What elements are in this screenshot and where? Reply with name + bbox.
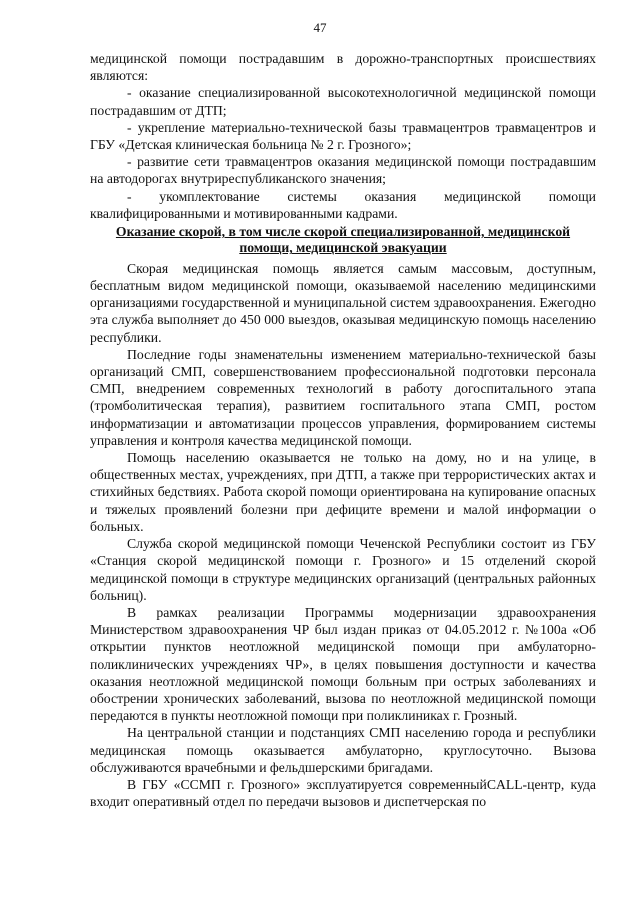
body-paragraph: Последние годы знаменательны изменением материально-технической базы организаций СМП, совершенствованием профессиональной подготовки персонала СМП, внедрением современных технологий в работу догоспитального этапа (тромболитическая терапия), развитием госпитального этапа СМП, ростом информатизации и автоматизации процессов управления, формированием системы управления и контроля качества медицинской помощи. bbox=[90, 346, 596, 448]
body-paragraph: Служба скорой медицинской помощи Чеченской Республики состоит из ГБУ «Станция скорой медицинской помощи г. Грозного» и 15 отделений скорой медицинской помощи в структуре медицинских организаций (центральных районных больниц). bbox=[90, 536, 596, 603]
body-paragraph: Помощь населению оказывается не только на дому, но и на улице, в общественных местах, учреждениях, при ДТП, а также при террористических актах и стихийных бедствиях. Работа скорой помощи ориентирована на купирование опасных и тяжелых проявлений болезни при дефиците времени и малой информации о больных. bbox=[90, 450, 596, 534]
body-paragraph: Скорая медицинская помощь является самым массовым, доступным, бесплатным видом медицинской помощи, оказываемой населению медицинскими организациями государственной и муниципальной систем здравоохранения. Ежегодно эта служба выполняет до 450 000 выездов, оказывая медицинскую помощь населению республики. bbox=[90, 260, 596, 345]
list-item: - развитие сети травмацентров оказания медицинской помощи пострадавшим на автодорогах внутриреспубликанского значения; bbox=[90, 154, 596, 187]
body-paragraph: На центральной станции и подстанциях СМП населению города и республики медицинская помощь оказывается амбулаторно, круглосуточно. Вызова обслуживаются врачебными и фельдшерскими бригадами. bbox=[90, 725, 596, 775]
list-item: - укомплектование системы оказания медицинской помощи квалифицированными и мотивированными кадрами. bbox=[90, 188, 596, 221]
section-heading: Оказание скорой, в том числе скорой специализированной, медицинской помощи, медицинской эвакуации bbox=[115, 224, 571, 256]
list-item: - оказание специализированной высокотехнологичной медицинской помощи пострадавшим от ДТП; bbox=[90, 85, 596, 118]
body-paragraph: В ГБУ «ССМП г. Грозного» эксплуатируется современныйCALL-центр, куда входит оперативный отдел по передачи вызовов и диспетчерская по bbox=[90, 776, 596, 810]
page-content bbox=[90, 50, 596, 810]
section-body bbox=[90, 260, 596, 811]
body-paragraph: В рамках реализации Программы модернизации здравоохранения Министерством здравоохранения ЧР был издан приказ от 04.05.2012 г. №100а «Об открытии пунктов неотложной медицинской помощи при амбулаторно-поликлинических учреждениях ЧР», в целях повышения доступности и качества оказания неотложной медицинской помощи больным при острых заболеваниях и обострении хронических заболеваний, вызова по неотложной медицинской помощи передаются в пункты неотложной помощи при поликлиниках г. Грозный. bbox=[90, 604, 596, 724]
intro-paragraph: медицинской помощи пострадавшим в дорожно-транспортных происшествиях являются: bbox=[90, 51, 596, 84]
page-number: 47 bbox=[313, 20, 327, 35]
list-item: - укрепление материально-технической базы травмацентров травмацентров и ГБУ «Детская клиническая больница № 2 г. Грозного»; bbox=[90, 119, 596, 153]
